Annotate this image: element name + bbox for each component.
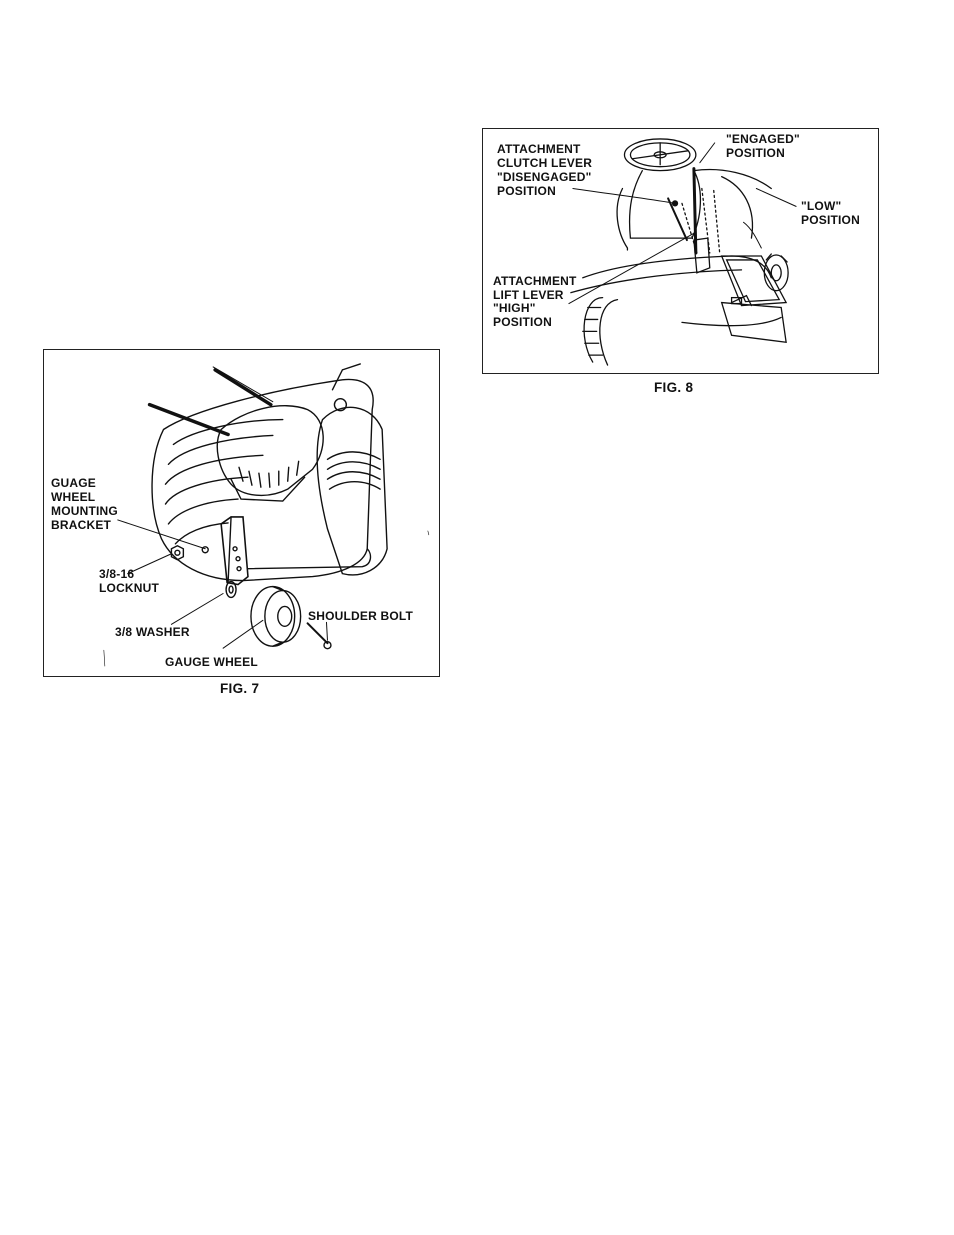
label-low: "LOW" (801, 199, 842, 213)
fig8-illustration (482, 128, 879, 374)
label-wheel: WHEEL (51, 490, 96, 504)
label-engaged-position: POSITION (726, 146, 785, 160)
label-bracket: BRACKET (51, 518, 112, 532)
fig7-caption: FIG. 7 (220, 681, 260, 696)
label-low-position: POSITION (801, 213, 860, 227)
label-locknut: LOCKNUT (99, 581, 160, 595)
label-lift-lever: LIFT LEVER (493, 288, 564, 302)
fig7-illustration (43, 349, 440, 677)
label-attachment-lift: ATTACHMENT (493, 274, 577, 288)
label-clutch-lever: CLUTCH LEVER (497, 156, 593, 170)
label-gauge-wheel: GAUGE WHEEL (165, 655, 258, 669)
label-shoulder-bolt: SHOULDER BOLT (308, 609, 414, 623)
label-guage: GUAGE (51, 476, 97, 490)
label-high: "HIGH" (493, 301, 536, 315)
label-washer: 3/8 WASHER (115, 625, 190, 639)
fig8-caption: FIG. 8 (654, 380, 694, 395)
label-attachment-clutch: ATTACHMENT (497, 142, 581, 156)
label-disengaged: "DISENGAGED" (497, 170, 592, 184)
label-locknut-size: 3/8-16 (99, 567, 135, 581)
label-high-position: POSITION (493, 315, 552, 329)
label-disengaged-position: POSITION (497, 184, 556, 198)
label-mounting: MOUNTING (51, 504, 118, 518)
label-engaged: "ENGAGED" (726, 132, 800, 146)
